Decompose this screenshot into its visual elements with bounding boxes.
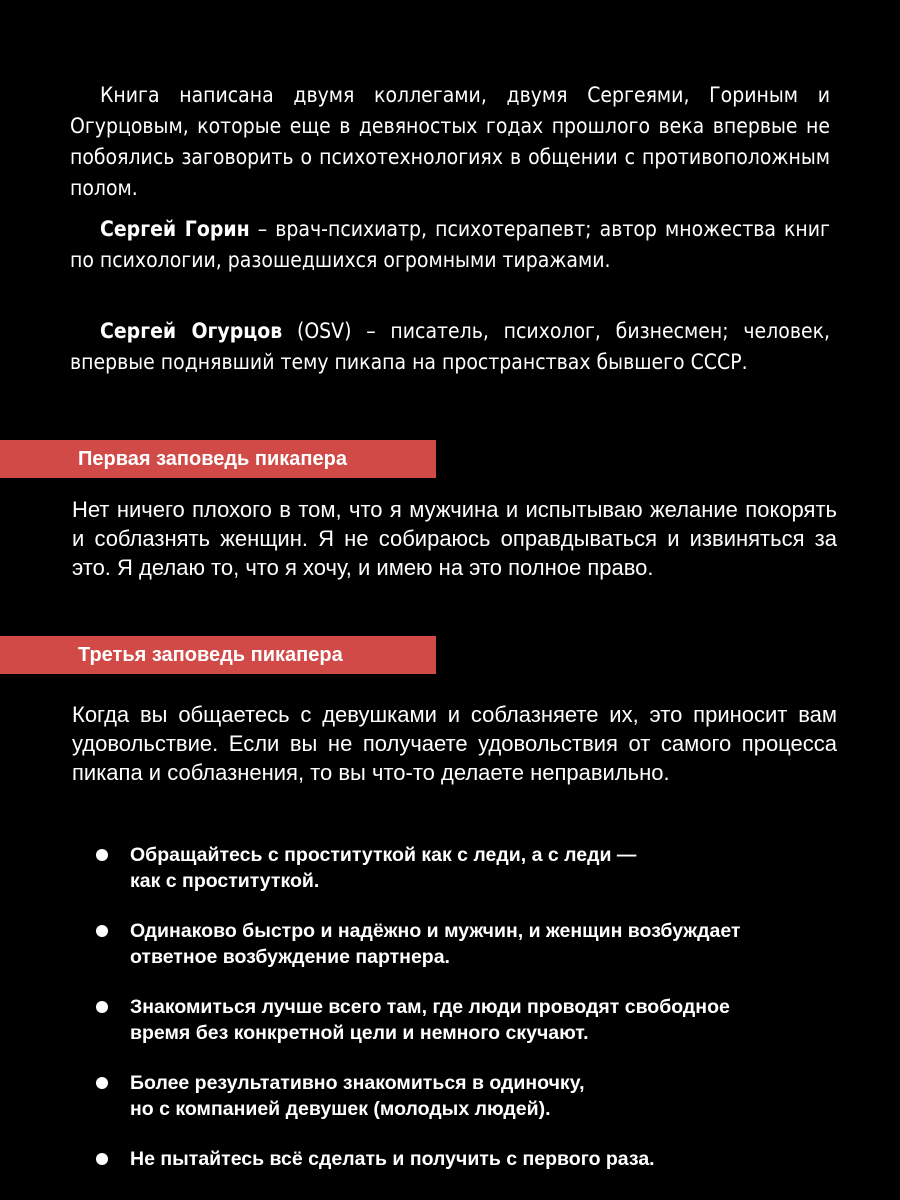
bullet-icon <box>96 925 108 937</box>
list-item: Знакомиться лучше всего там, где люди проводят свободное время без конкретной цели и немного скучают. <box>96 994 856 1046</box>
rule-heading-first: Первая заповедь пикапера <box>0 440 436 478</box>
rule-heading-third: Третья заповедь пикапера <box>0 636 436 674</box>
bullet-icon <box>96 849 108 861</box>
author-name-gorin: Сергей Горин <box>100 217 250 241</box>
tips-list <box>96 842 856 1196</box>
bullet-icon <box>96 1077 108 1089</box>
list-item: Не пытайтесь всё сделать и получить с первого раза. <box>96 1146 856 1172</box>
author-desc-gorin: – врач-психиатр, психотерапевт; автор множества книг по психологии, разошедшихся огромными тиражами. <box>70 217 830 272</box>
rule-text-first: Нет ничего плохого в том, что я мужчина и испытываю желание покорять и соблазнять женщин. Я не собираюсь оправдываться и извиняться за это. Я делаю то, что я хочу, и имею на это полное право. <box>72 497 837 580</box>
rule-text-third: Когда вы общаетесь с девушками и соблазняете их, это приносит вам удовольствие. Если вы не получаете удовольствия от самого процесса пикапа и соблазнения, то вы что-то делаете неправильно. <box>72 702 837 785</box>
author-gorin <box>70 214 830 276</box>
author-ogurtsov <box>70 316 830 378</box>
author-desc-ogurtsov: (OSV) – писатель, психолог, бизнесмен; человек, впервые поднявший тему пикапа на пространствах бывшего СССР. <box>70 319 830 374</box>
list-item: Более результативно знакомиться в одиночку, но с компанией девушек (молодых людей). <box>96 1070 856 1122</box>
intro-paragraph: Книга написана двумя коллегами, двумя Сергеями, Гориным и Огурцовым, которые еще в девяностых годах прошлого века впервые не побоялись заговорить о психотехнологиях в общении с противоположным полом. <box>70 83 830 200</box>
list-item: Обращайтесь с проституткой как с леди, а с леди — как с проституткой. <box>96 842 856 894</box>
bullet-icon <box>96 1153 108 1165</box>
author-name-ogurtsov: Сергей Огурцов <box>100 319 283 343</box>
list-item: Одинаково быстро и надёжно и мужчин, и женщин возбуждает ответное возбуждение партнера. <box>96 918 856 970</box>
bullet-icon <box>96 1001 108 1013</box>
intro-section <box>70 80 830 204</box>
